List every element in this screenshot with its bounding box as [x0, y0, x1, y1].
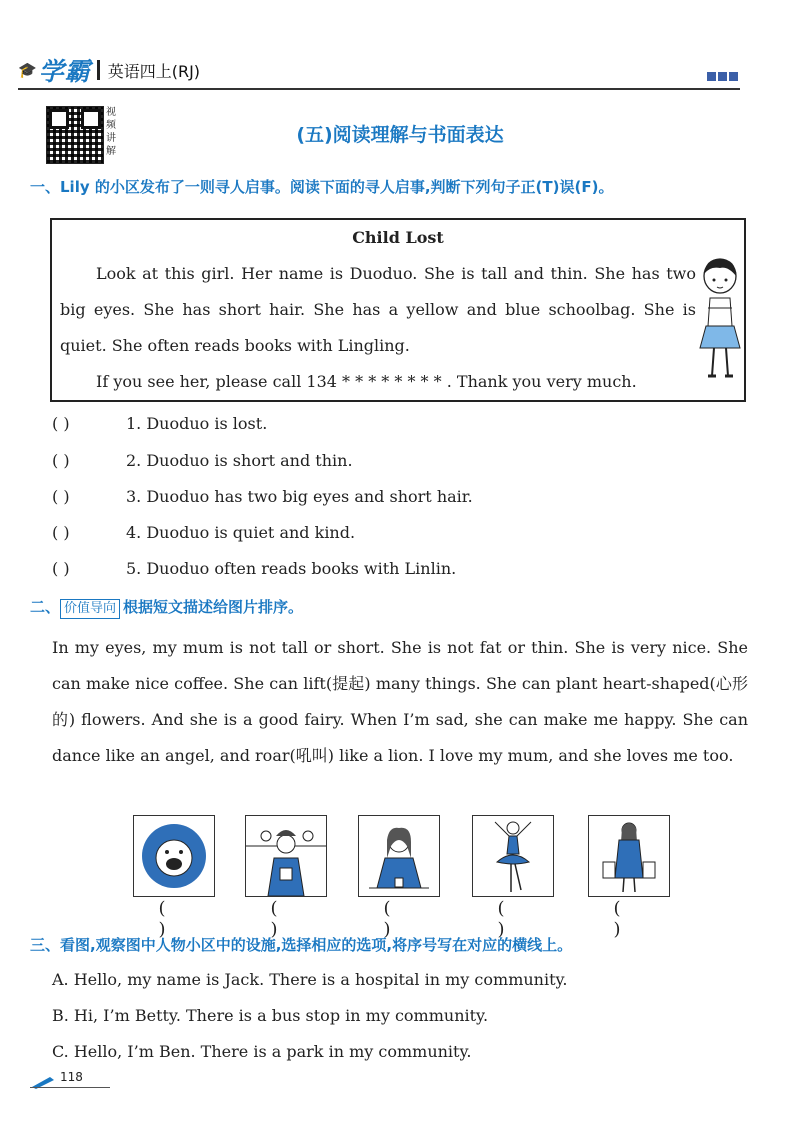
item-text: 2. Duoduo is short and thin.	[126, 451, 353, 470]
logo-text: 学霸	[38, 57, 91, 86]
book-title: 英语四上(RJ)	[107, 61, 201, 81]
q1-heading: 一、Lily 的小区发布了一则寻人启事。阅读下面的寻人启事,判断下列句子正(T)误(F)。	[30, 178, 614, 196]
q3-option-a: A. Hello, my name is Jack. There is a hospital in my community.	[52, 970, 568, 989]
header-rule	[18, 88, 740, 90]
dancing-mum-picture	[472, 815, 554, 897]
notice-title: Child Lost	[352, 228, 444, 247]
brand-logo	[18, 50, 200, 90]
item-text: 4. Duoduo is quiet and kind.	[126, 523, 356, 542]
q3-heading: 三、看图,观察图中人物小区中的设施,选择相应的选项,将序号写在对应的横线上。	[30, 936, 573, 954]
q1-item-3	[52, 487, 473, 506]
q1-item-5	[52, 559, 456, 578]
footer-rule	[30, 1087, 110, 1088]
answer-blank[interactable]: ( )	[52, 487, 70, 506]
picture-answer-blank[interactable]: ( )	[383, 898, 431, 940]
answer-blank[interactable]: ( )	[52, 451, 70, 470]
notice-body	[60, 256, 696, 400]
q3-option-c: C. Hello, I’m Ben. There is a park in my community.	[52, 1042, 472, 1061]
picture-answer-blank[interactable]: ( )	[158, 898, 206, 940]
q2-heading	[30, 596, 303, 619]
lion-mum-picture	[133, 815, 215, 897]
section-title: (五)阅读理解与书面表达	[296, 124, 504, 146]
qr-label: 视频讲解	[106, 107, 116, 157]
answer-blank[interactable]: ( )	[52, 414, 70, 433]
flowers-mum-picture	[245, 815, 327, 897]
q1-item-4	[52, 523, 355, 542]
q2-heading-text: 根据短文描述给图片排序。	[123, 598, 304, 616]
value-tag: 价值导向	[60, 599, 120, 619]
item-text: 3. Duoduo has two big eyes and short hair.	[126, 487, 473, 506]
q2-passage: In my eyes, my mum is not tall or short. She is not fat or thin. She is very nice. She can make nice coffee. She can lift(提起) many things. She can plant heart-shaped(心形的) flowers. And she is a good fairy. When I’m sad, she can make me happy. She can dance like an angel, and roar(吼叫) like a lion. I love my mum, and she loves me too.	[52, 638, 748, 765]
picture-answer-blank[interactable]: ( )	[270, 898, 318, 940]
shopping-bags-mum-picture	[588, 815, 670, 897]
q1-item-1	[52, 414, 267, 433]
item-text: 1. Duoduo is lost.	[126, 414, 268, 433]
answer-blank[interactable]: ( )	[52, 559, 70, 578]
lost-child-notice	[50, 218, 746, 402]
answer-blank[interactable]: ( )	[52, 523, 70, 542]
girl-illustration	[698, 256, 742, 384]
logo-divider	[97, 60, 100, 80]
notice-paragraph-2: If you see her, please call 134 * * * * * * * * . Thank you very much.	[96, 372, 637, 391]
graduation-cap-icon: 🎓	[18, 61, 37, 79]
q3-option-b: B. Hi, I’m Betty. There is a bus stop in my community.	[52, 1006, 489, 1025]
q1-item-2	[52, 451, 353, 470]
q2-prefix: 二、	[30, 598, 61, 616]
coffee-mum-picture	[358, 815, 440, 897]
picture-answer-blank[interactable]: ( )	[613, 898, 661, 940]
picture-answer-blank[interactable]: ( )	[497, 898, 545, 940]
notice-paragraph-1: Look at this girl. Her name is Duoduo. She is tall and thin. She has two big eyes. She has short hair. She has a yellow and blue schoolbag. She is quiet. She often reads books with Lingling.	[60, 264, 696, 355]
page-number: 118	[60, 1070, 83, 1084]
item-text: 5. Duoduo often reads books with Linlin.	[126, 559, 457, 578]
header-decoration	[707, 72, 738, 81]
